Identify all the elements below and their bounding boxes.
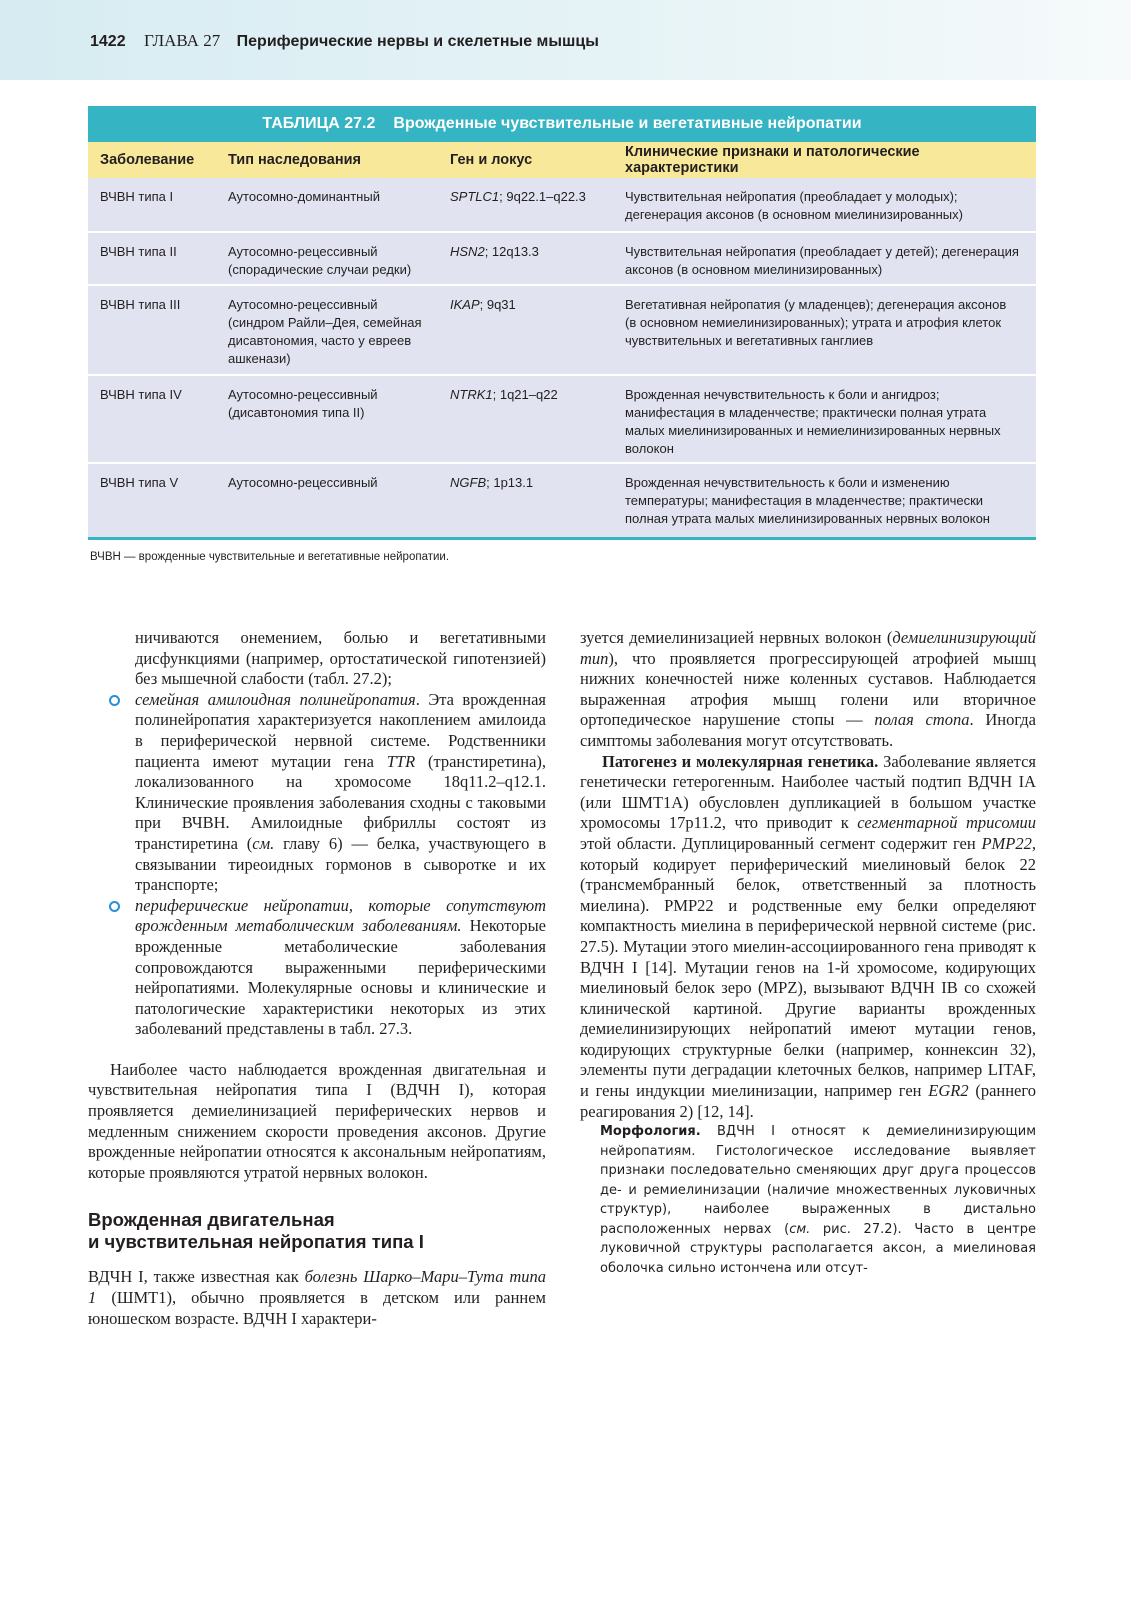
table-row [88,464,1036,540]
term-metabolic: периферические нейропатии, которые сопутствуют врожденным метаболическим заболеваниям. [135,895,546,936]
cell-disease: ВЧВН типа II [100,244,177,259]
text-run: Заболевание является генетически гетерогенным. Наиболее частый подтип ВДЧН IA (или ШМТ1А) обусловлен дупликацией в большом участке хромосомы 17p11.2, что приводит к [580,751,1037,833]
features-line: волокон [625,441,674,456]
table-row [88,178,1036,233]
gene-locus: ; 1q21–q22 [492,387,558,402]
cell-gene [450,474,625,537]
cell-features [625,296,1036,374]
table-row [88,233,1036,286]
text-run: . Иногда симптомы заболевания могут отсутствовать. [580,710,1036,750]
cell-inheritance [228,474,450,537]
cell-features [625,474,1036,537]
cell-disease: ВЧВН типа IV [100,387,182,402]
morphology-paragraph [580,1122,1036,1278]
table-footnote: ВЧВН — врожденные чувствительные и вегетативные нейропатии. [90,551,450,563]
cell-inheritance [228,386,450,462]
column-header-gene: Ген и локус [450,152,533,168]
term-cmt: болезнь Шарко–Мари–Тута типа 1 [88,1267,546,1308]
column-header-features: Клинические признаки и патологические характеристики [625,144,920,176]
features-line: дегенерация аксонов (в основном миелинизированных) [625,207,963,222]
inheritance-line: дисавтономия, часто у евреев [228,333,412,348]
see-ref: см. [252,833,275,853]
inheritance-line: Аутосомно-рецессивный [228,475,378,490]
bullet-icon [109,901,120,912]
table-title-bar [88,106,1036,142]
paragraph [580,752,1036,1123]
page-header [0,0,1131,80]
features-line: чувствительных и вегетативных ганглиев [625,333,874,348]
features-line: температуры; манифестация в младенчестве; практически [625,493,984,508]
text-run: зуется демиелинизацией нервных волокон ( [580,628,893,647]
cell-disease: ВЧВН типа I [100,189,174,204]
text-run: . Эта врожденная полинейропатия характеризуется накоплением амилоида в периферической нервной системе. Родственники пациента имеют мутации гена [135,689,546,771]
text-run: ВДЧН I, также известная как [88,1267,305,1287]
inheritance-line: ашкенази) [228,351,291,366]
chapter-title: Периферические нервы и скелетные мышцы [236,33,599,50]
term-trisomy: сегментарной трисомии [857,813,1036,833]
left-column [88,628,546,1329]
cell-features [625,188,1036,231]
inheritance-line: (дисавтономия типа II) [228,405,365,420]
term-pes-cavus: полая стопа [874,710,970,730]
cell-gene [450,188,625,231]
list-item [88,690,546,896]
cell-disease: ВЧВН типа V [100,475,179,490]
features-line: Чувствительная нейропатия (преобладает у детей); дегенерация [625,244,1019,259]
chapter-label: ГЛАВА 27 [144,31,221,50]
features-line: аксонов (в основном миелинизированных) [625,262,883,277]
paragraph-lead: Морфология. [600,1124,701,1140]
cell-gene [450,243,625,284]
features-line: Врожденная нечувствительность к боли и изменению [625,475,950,490]
text-run: (ШМТ1), обычно проявляется в детском или раннем юношеском возрасте. ВДЧН I характери- [88,1288,546,1328]
gene-name: IKAP [450,297,480,312]
cell-inheritance [228,243,450,284]
text-run: ВДЧН I относят к демиелинизирующим нейропатиям. Гистологическое исследование выявляет признаки последовательно сменяющих друг друга процессов де- и ремиелинизации (наличие множественных луковичных структур), наиболее выраженных в дистально расположенных нервах ( [600,1124,1036,1237]
running-head [90,31,599,51]
cell-inheritance [228,188,450,231]
paragraph [580,628,1036,752]
bullet-icon [109,695,120,706]
inheritance-line: Аутосомно-рецессивный [228,244,378,259]
paragraph [88,1267,546,1329]
table-title: Врожденные чувствительные и вегетативные нейропатии [393,115,862,132]
column-header-disease: Заболевание [100,152,195,168]
features-line: (в основном немиелинизированных); утрата и атрофия клеток [625,315,1002,330]
gene-egr2: EGR2 [928,1081,969,1101]
gene-pmp22: PMP22 [981,833,1032,853]
gene-ttr: TTR [386,751,416,771]
list-item [88,896,546,1040]
inheritance-line: Аутосомно-доминантный [228,189,380,204]
text-run: этой области. Дуплицированный сегмент содержит ген [580,833,982,853]
list-item-continuation: ничиваются онемением, болью и вегетативными дисфункциями (например, ортостатической гипотензией) без мышечной слабости (табл. 27.2); [135,628,546,689]
table-label: ТАБЛИЦА 27.2 [262,115,376,132]
features-line: полная утрата малых миелинизированных нервных волокон [625,511,990,526]
heading-line: Врожденная двигательная [88,1209,335,1231]
cell-gene [450,386,625,462]
features-line: манифестация в младенчестве; практически полная утрата [625,405,987,420]
cell-features [625,243,1036,284]
text-run: Некоторые врожденные метаболические заболевания сопровождаются выраженными периферическими нейропатиями. Молекулярные основы и клинические и патологические характеристики некоторых из этих заболеваний представлены в табл. 27.3. [135,916,546,1039]
table-row [88,286,1036,376]
paragraph: Наиболее часто наблюдается врожденная двигательная и чувствительная нейропатия типа I (ВДЧН I), которая проявляется демиелинизацией периферических нервов и медленным снижением скорости проведения аксонов. Другие врожденные нейропатии относятся к аксональным нейропатиям, которые проявляются утратой нервных волокон. [88,1059,546,1182]
cell-gene [450,296,625,374]
text-run: ), что проявляется прогрессирующей атрофией мышц нижних конечностей ниже коленных суставов. Наблюдается выраженная атрофия мышц голени или вторичное ортопедическое нарушение стопы — [580,648,1036,730]
text-run: главу 6) — белка, участвующего в связывании тиреоидных гормонов в сыворотке и их транспорте; [135,833,547,895]
see-ref: см. [789,1221,811,1237]
features-line: Вегетативная нейропатия (у младенцев); дегенерация аксонов [625,297,1007,312]
gene-locus: ; 9q22.1–q22.3 [499,189,586,204]
text-run: , который кодирует периферический миелиновый белок 22 (трансмембранный белок, ответственный за плотность миелина). PMP22 и родственные ему белки определяют компактность миелина в периферической нервной системе (рис. 27.5). Мутации этого миелин-ассоциированного гена приводят к ВДЧН I [14]. Мутации генов на 1-й хромосоме, кодирующих миелиновый белок зеро (MPZ), вызывают ВДЧН IB со схожей клинической картиной. Другие варианты врожденных демиелинизирующих нейропатий имеют мутации генов, кодирующих структурные белки (например, коннексин 32), элементы пути деградации клеточных белков, например LITAF, и гены индукции миелинизации, например ген [580,833,1036,1101]
features-line: Врожденная нечувствительность к боли и ангидроз; [625,387,940,402]
gene-locus: ; 9q31 [479,297,516,312]
inheritance-line: (спорадические случаи редки) [228,262,412,277]
gene-name: NGFB [450,475,487,490]
paragraph-lead: Патогенез и молекулярная генетика. [602,751,879,771]
heading-line: и чувствительная нейропатия типа I [88,1231,424,1253]
cell-features [625,386,1036,462]
column-header-inheritance: Тип наследования [228,152,361,168]
text-run: (транстиретина), локализованного на хромосоме 18q11.2–q12.1. Клинические проявления заболевания сходны с таковыми при ВЧВН. Амилоидные фибриллы состоят из транстиретина ( [135,751,547,853]
inheritance-line: Аутосомно-рецессивный [228,387,378,402]
inheritance-line: Аутосомно-рецессивный [228,297,378,312]
section-heading [88,1209,546,1253]
table-27-2 [88,106,1036,540]
cell-inheritance [228,296,450,374]
text-run: рис. 27.2). Часто в центре луковичной структуры располагается аксон, а миелиновая оболочка сильно истончена или отсут- [600,1221,1037,1276]
gene-name: NTRK1 [450,387,493,402]
inheritance-line: (синдром Райли–Дея, семейная [228,315,422,330]
gene-locus: ; 12q13.3 [484,244,539,259]
features-line: малых миелинизированных и немиелинизированных нервных [625,423,1001,438]
text-run: (раннего реагирования 2) [12, 14]. [580,1081,1036,1121]
right-column [580,628,1036,1278]
features-line: Чувствительная нейропатия (преобладает у молодых); [625,189,958,204]
gene-name: HSN2 [450,244,485,259]
cell-disease: ВЧВН типа III [100,297,181,312]
table-row [88,376,1036,464]
gene-name: SPTLC1 [450,189,500,204]
term-demyelinating: демиелинизирующий тип [580,628,1036,668]
term-amyloid: семейная амилоидная полинейропатия [135,689,416,709]
gene-locus: ; 1p13.1 [486,475,534,490]
page-number: 1422 [90,33,126,50]
table-header-row [88,142,1036,178]
